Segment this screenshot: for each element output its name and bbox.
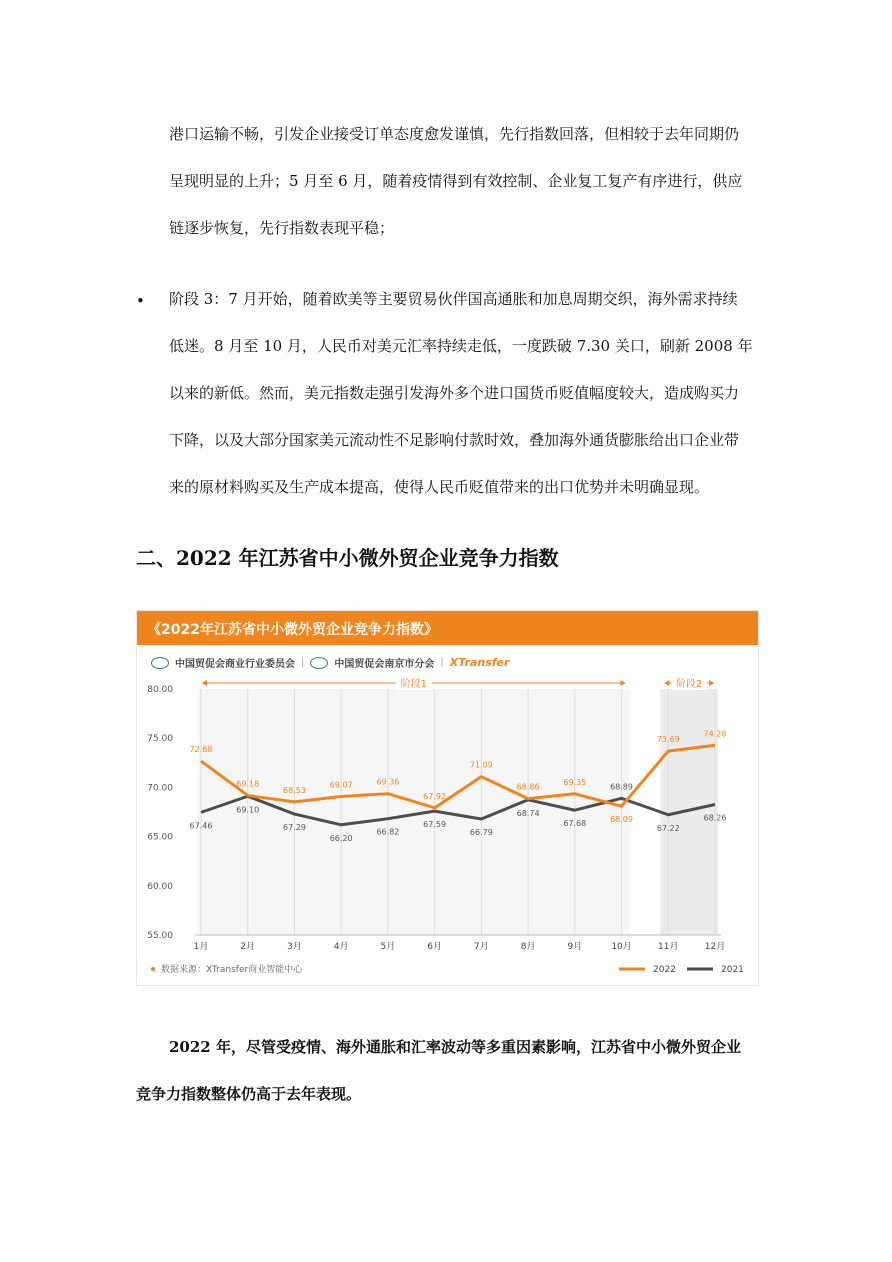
x-tick-label: 9月 bbox=[567, 942, 583, 952]
data-label-2021: 66.79 bbox=[469, 827, 493, 837]
paragraph-line: 2022 年，尽管受疫情、海外通胀和汇率波动等多重因素影响，江苏省中小微外贸企业 bbox=[169, 1038, 741, 1056]
x-tick-label: 2月 bbox=[240, 942, 256, 952]
x-tick-label: 5月 bbox=[380, 942, 396, 952]
phase-arrow-head bbox=[709, 680, 714, 686]
data-label-2022: 68.53 bbox=[283, 785, 306, 795]
paragraph-line: 港口运输不畅，引发企业接受订单态度愈发谨慎，先行指数回落，但相较于去年同期仍 bbox=[169, 125, 740, 143]
figure-title: 《2022年江苏省中小微外贸企业竞争力指数》 bbox=[147, 622, 438, 638]
data-label-2021: 66.20 bbox=[329, 833, 353, 843]
phase-label: 阶段2 bbox=[675, 679, 703, 690]
divider: | bbox=[301, 657, 305, 668]
data-label-2022: 71.09 bbox=[469, 760, 493, 770]
data-label-2022: 68.86 bbox=[516, 782, 540, 792]
data-label-2022: 67.92 bbox=[423, 791, 447, 801]
data-label-2022: 69.35 bbox=[563, 777, 587, 787]
y-tick-label: 70.00 bbox=[147, 783, 173, 794]
phase-label: 阶段1 bbox=[400, 679, 427, 690]
phase-arrow-head bbox=[664, 680, 669, 686]
y-tick-label: 80.00 bbox=[147, 685, 173, 695]
paragraph-line: 低迷。8 月至 10 月，人民币对美元汇率持续走低，一度跌破 7.30 关口，刷新 2008 年 bbox=[169, 337, 753, 355]
data-label-2022: 69.07 bbox=[329, 780, 353, 790]
y-tick-label: 65.00 bbox=[147, 832, 173, 843]
data-label-2022: 69.36 bbox=[376, 777, 400, 787]
data-label-2021: 67.29 bbox=[283, 823, 306, 833]
phase-arrow-head bbox=[621, 680, 626, 686]
org1-name: 中国贸促会商业行业委员会 bbox=[175, 659, 295, 670]
x-tick-label: 6月 bbox=[427, 942, 443, 952]
y-tick-label: 55.00 bbox=[147, 931, 173, 941]
phase-arrow-head bbox=[202, 680, 207, 686]
data-label-2021: 67.59 bbox=[423, 820, 447, 830]
y-tick-label: 60.00 bbox=[147, 881, 173, 892]
data-label-2021: 67.68 bbox=[563, 819, 587, 829]
phase-background bbox=[198, 689, 630, 935]
data-label-2022: 68.09 bbox=[610, 815, 633, 825]
x-tick-label: 1月 bbox=[193, 942, 209, 952]
paragraph-line: 来的原材料购买及生产成本提高，使得人民币贬值带来的出口优势并未明确显现。 bbox=[169, 478, 710, 496]
data-label-2022: 72.68 bbox=[189, 745, 213, 755]
line-chart bbox=[137, 611, 758, 985]
source-note: 数据来源：XTransfer商业智能中心 bbox=[161, 965, 303, 975]
paragraph-line: 竞争力指数整体仍高于去年表现。 bbox=[136, 1085, 362, 1103]
org2-name: 中国贸促会南京市分会 bbox=[334, 659, 435, 670]
data-label-2021: 66.82 bbox=[376, 827, 400, 837]
divider: | bbox=[440, 657, 444, 668]
data-label-2021: 68.89 bbox=[610, 782, 633, 792]
data-label-2022: 73.69 bbox=[656, 735, 680, 745]
data-label-2021: 67.46 bbox=[189, 821, 213, 831]
data-label-2021: 69.10 bbox=[236, 805, 260, 815]
y-tick-label: 75.00 bbox=[147, 734, 173, 745]
paragraph-line: 链逐步恢复，先行指数表现平稳； bbox=[169, 219, 395, 237]
paragraph-line: 呈现明显的上升；5 月至 6 月，随着疫情得到有效控制、企业复工复产有序进行，供应 bbox=[169, 172, 743, 190]
x-tick-label: 8月 bbox=[520, 942, 536, 952]
xtransfer-logo: XTransfer bbox=[449, 656, 510, 669]
data-label-2022: 69.18 bbox=[236, 779, 260, 789]
legend-label: 2022 bbox=[653, 965, 676, 975]
data-label-2021: 68.74 bbox=[516, 808, 540, 818]
phase-background bbox=[660, 689, 718, 935]
data-label-2021: 67.22 bbox=[656, 823, 680, 833]
x-tick-label: 10月 bbox=[611, 942, 632, 952]
bullet: • bbox=[136, 292, 145, 310]
paragraph-line: 下降，以及大部分国家美元流动性不足影响付款时效，叠加海外通货膨胀给出口企业带 bbox=[169, 431, 740, 449]
chart-figure bbox=[136, 610, 759, 986]
x-tick-label: 3月 bbox=[287, 942, 302, 952]
x-tick-label: 11月 bbox=[658, 942, 679, 952]
x-tick-label: 7月 bbox=[473, 942, 489, 952]
x-tick-label: 4月 bbox=[333, 942, 349, 952]
data-label-2021: 68.26 bbox=[703, 813, 727, 823]
paragraph-line: 阶段 3：7 月开始，随着欧美等主要贸易伙伴国高通胀和加息周期交织，海外需求持续 bbox=[169, 290, 738, 308]
x-tick-label: 12月 bbox=[704, 942, 726, 952]
data-label-2022: 74.28 bbox=[703, 729, 727, 739]
legend-label: 2021 bbox=[721, 965, 744, 975]
source-dot-icon bbox=[151, 967, 155, 971]
paragraph-line: 以来的新低。然而，美元指数走强引发海外多个进口国货币贬值幅度较大，造成购买力 bbox=[169, 384, 740, 402]
section-heading: 二、2022 年江苏省中小微外贸企业竞争力指数 bbox=[136, 546, 559, 570]
